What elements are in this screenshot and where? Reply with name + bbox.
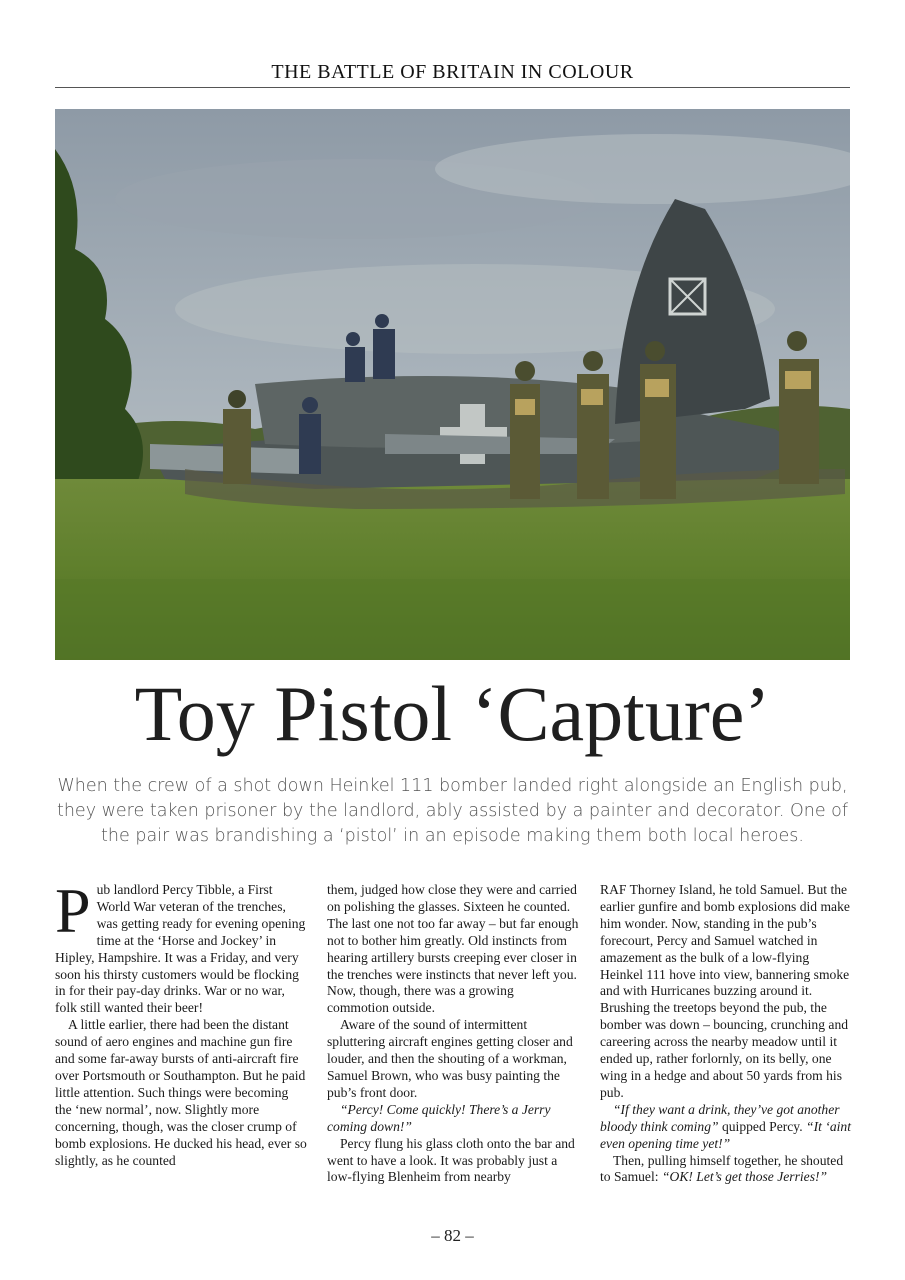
quote-paragraph: “Percy! Come quickly! There’s a Jerry coming down!” [327,1101,551,1134]
drop-cap: P [55,875,91,946]
running-header: THE BATTLE OF BRITAIN IN COLOUR [55,60,850,88]
paragraph: RAF Thorney Island, he told Samuel. But the earlier gunfire and bomb explosions did make him wonder. Now, standing in the pub’s forecourt, Percy and Samuel watched in amazement as the bulk of a low-flying Heinkel 111 hove into view, bannering smoke and with Hurricanes buzzing around it. Brushing the treetops beyond the pub, the bomber was down – bouncing, crunching and careering across the nearby meadow until it ended up, rather forlornly, on its belly, one wing in a hedge and about 50 yards from his pub. [600,882,850,1100]
text-column-3 [600,882,852,1186]
crashed-heinkel-photo [55,109,850,660]
paragraph [600,1102,852,1153]
paragraph [55,875,307,1017]
article-title: Toy Pistol ‘Capture’ [134,670,771,757]
standfirst: When the crew of a shot down Heinkel 111 bomber landed right alongside an English pub, they were taken prisoner by the landlord, ably assisted by a painter and decorator. One of the pair was brandishing a ‘pistol’ in an episode making them both local heroes. [56,776,849,846]
text-column-2 [327,882,579,1186]
text-column-1 [55,875,307,1169]
paragraph-text: ub landlord Percy Tibble, a First World War veteran of the trenches, was getting ready for evening opening time at the ‘Horse and Jockey’ in Hipley, Hampshire. It was a Friday, and very soon his thirsty customers would be flocking in for their pay-day drinks. War or no war, folk still wanted their beer! [55,882,306,1016]
paragraph [600,1153,852,1187]
paragraph: Percy flung his glass cloth onto the bar and went to have a look. It was probably just a low-flying Blenheim from nearby [327,1135,575,1185]
quote-attribution: quipped Percy. [718,1118,807,1134]
paragraph: Aware of the sound of intermittent spluttering aircraft engines getting closer and louder, and then the shouting of a workman, Samuel Brown, who was busy painting the pub’s front door. [327,1017,573,1100]
quote: “It ‘aint even opening time yet!” [600,1118,851,1151]
paragraph: them, judged how close they were and carried on polishing the glasses. Sixteen he counted. The last one not too far away – but far enough not to bother him greatly. Old instincts from hearing artillery bursts creeping ever closer in the trenches were instincts that never left you. Now, though, there was a growing commotion outside. [327,882,579,1016]
quote: “OK! Let’s get those Jerries!” [661,1169,828,1185]
paragraph-text: Then, pulling himself together, he shouted to Samuel: [600,1152,844,1185]
page-number: – 82 – [431,1226,474,1245]
paragraph: A little earlier, there had been the distant sound of aero engines and machine gun fire and some far-away bursts of anti-aircraft fire over Portsmouth or Southampton. But he paid little attention. Such things were becoming the ‘new normal’, now. Slightly more concerning, though, was the closer crump of bomb explosions. He ducked his head, ever so slightly, as he counted [55,1017,307,1168]
quote: “If they want a drink, they’ve got another bloody think coming” [600,1101,840,1134]
